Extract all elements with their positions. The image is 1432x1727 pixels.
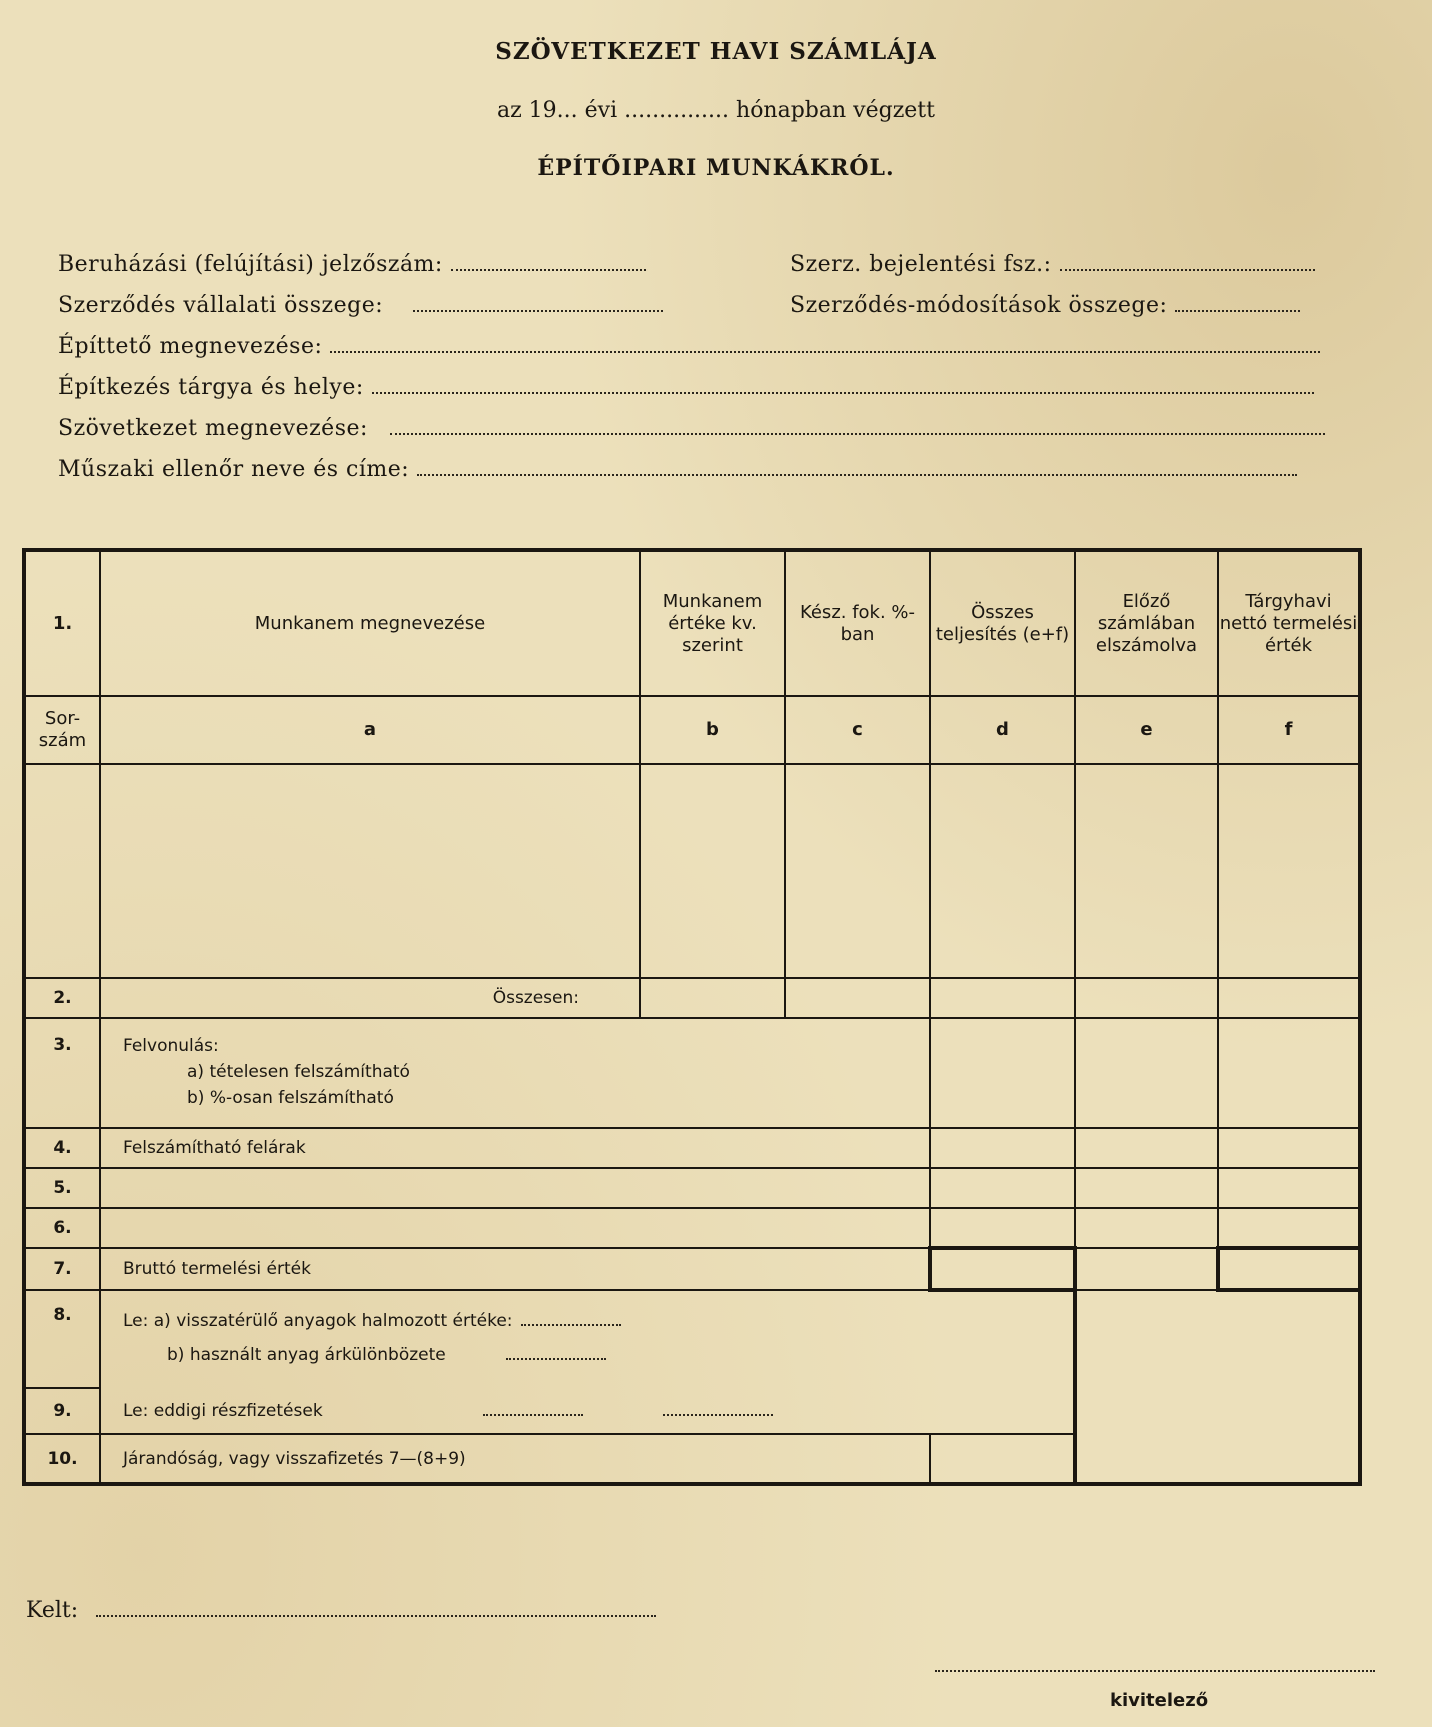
row-5 [24, 1168, 1360, 1208]
row-8-b-line [123, 1338, 1073, 1372]
field-epitkezes-blank[interactable] [372, 392, 1314, 394]
header-col-d: Összes teljesítés (e+f) [930, 550, 1075, 696]
row-4 [24, 1128, 1360, 1168]
row-2-b[interactable] [640, 978, 785, 1018]
row-4-num: 4. [24, 1128, 100, 1168]
header-col-b: Munkanem értéke kv. szerint [640, 550, 785, 696]
entry-row [24, 764, 1360, 978]
signature-label: kivitelező [1110, 1690, 1209, 1711]
row-7-num: 7. [24, 1248, 100, 1290]
row-2-num: 2. [24, 978, 100, 1018]
entry-cell-b[interactable] [640, 764, 785, 978]
row-6-label[interactable] [100, 1208, 930, 1248]
field-epitkezes-label: Építkezés tárgya és helye: [58, 375, 364, 400]
row-8-b-blank[interactable] [506, 1358, 606, 1360]
kelt-field [26, 1598, 656, 1623]
row-7-d[interactable] [930, 1248, 1075, 1290]
field-beruhazasi-label: Beruházási (felújítási) jelzőszám: [58, 252, 443, 277]
header-col-a: Munkanem megnevezése [100, 550, 640, 696]
field-szovetkezet [58, 416, 1325, 441]
field-muszaki [58, 457, 1297, 482]
row-6 [24, 1208, 1360, 1248]
row-5-num: 5. [24, 1168, 100, 1208]
row-6-d[interactable] [930, 1208, 1075, 1248]
field-szovetkezet-blank[interactable] [390, 433, 1325, 435]
letter-c: c [785, 696, 930, 764]
field-szovetkezet-label: Szövetkezet megnevezése: [58, 416, 368, 441]
row-7-e[interactable] [1075, 1248, 1218, 1290]
entry-cell-f[interactable] [1218, 764, 1360, 978]
document-subtitle: az 19... évi ............... hónapban végzett [496, 98, 935, 123]
field-szerzodes-mod-label: Szerződés-módosítások összege: [790, 293, 1168, 318]
field-szerzodes-mod-blank[interactable] [1175, 310, 1300, 312]
row-8-num: 8. [24, 1290, 100, 1388]
entry-cell-d[interactable] [930, 764, 1075, 978]
field-szerzodes-mod [790, 293, 1300, 318]
header-col-e: Előző számlában elszámolva [1075, 550, 1218, 696]
letter-a: a [100, 696, 640, 764]
row-8-a: Le: a) visszatérülő anyagok halmozott értéke: [123, 1311, 513, 1331]
row-2-d[interactable] [930, 978, 1075, 1018]
row-7 [24, 1248, 1360, 1290]
field-epitteto-blank[interactable] [330, 351, 1320, 353]
row-4-d[interactable] [930, 1128, 1075, 1168]
row-3-a: a) tételesen felszámítható [187, 1062, 410, 1082]
row-7-label: Bruttó termelési érték [100, 1248, 930, 1290]
row-4-e[interactable] [1075, 1128, 1218, 1168]
row-9-num: 9. [24, 1388, 100, 1434]
row-9-blank-2[interactable] [663, 1414, 773, 1416]
row-6-f[interactable] [1218, 1208, 1360, 1248]
empty-corner [1075, 1290, 1360, 1484]
row-4-f[interactable] [1218, 1128, 1360, 1168]
field-epitteto-label: Építtető megnevezése: [58, 334, 323, 359]
header-col-1: 1. [24, 550, 100, 696]
row-9-label: Le: eddigi részfizetések [123, 1400, 323, 1421]
header-col-f: Tárgyhavi nettó termelési érték [1218, 550, 1360, 696]
letter-b: b [640, 696, 785, 764]
row-6-num: 6. [24, 1208, 100, 1248]
row-7-f[interactable] [1218, 1248, 1360, 1290]
row-10-label: Járandóság, vagy visszafizetés 7—(8+9) [100, 1434, 930, 1484]
invoice-table [22, 548, 1362, 1486]
entry-cell-c[interactable] [785, 764, 930, 978]
row-5-e[interactable] [1075, 1168, 1218, 1208]
header-row [24, 550, 1360, 696]
header-col-c: Kész. fok. %-ban [785, 550, 930, 696]
field-szerz-bejel-blank[interactable] [1060, 269, 1315, 271]
document-title-2: ÉPÍTŐIPARI MUNKÁKRÓL. [537, 155, 895, 181]
entry-cell-e[interactable] [1075, 764, 1218, 978]
entry-cell-num[interactable] [24, 764, 100, 978]
letter-f: f [1218, 696, 1360, 764]
row-8-b: b) használt anyag árkülönbözete [167, 1345, 446, 1365]
letter-sorszam: Sor-szám [24, 696, 100, 764]
field-szerz-bejel-label: Szerz. bejelentési fsz.: [790, 252, 1052, 277]
field-szerzodes-osszeg-blank[interactable] [413, 310, 663, 312]
row-3-num: 3. [24, 1018, 100, 1128]
row-2-e[interactable] [1075, 978, 1218, 1018]
row-6-e[interactable] [1075, 1208, 1218, 1248]
field-szerzodes-osszeg-label: Szerződés vállalati összege: [58, 293, 384, 318]
row-3-e[interactable] [1075, 1018, 1218, 1128]
row-3-f[interactable] [1218, 1018, 1360, 1128]
row-10-d[interactable] [930, 1434, 1075, 1484]
row-3-b: b) %-osan felszámítható [187, 1088, 394, 1108]
letters-row [24, 696, 1360, 764]
letter-d: d [930, 696, 1075, 764]
row-2 [24, 978, 1360, 1018]
field-epitkezes [58, 375, 1314, 400]
row-9-blank-1[interactable] [483, 1414, 583, 1416]
letter-e: e [1075, 696, 1218, 764]
signature-line[interactable] [935, 1670, 1375, 1672]
field-muszaki-blank[interactable] [417, 474, 1297, 476]
kelt-label: Kelt: [26, 1598, 79, 1623]
row-5-f[interactable] [1218, 1168, 1360, 1208]
row-5-label[interactable] [100, 1168, 930, 1208]
row-2-c[interactable] [785, 978, 930, 1018]
row-2-label: Összesen: [100, 978, 640, 1018]
row-3 [24, 1018, 1360, 1128]
document-title: SZÖVETKEZET HAVI SZÁMLÁJA [495, 38, 937, 65]
row-10-num: 10. [24, 1434, 100, 1484]
row-8-a-blank[interactable] [521, 1324, 621, 1326]
row-5-d[interactable] [930, 1168, 1075, 1208]
row-8-label-cell [100, 1290, 1075, 1388]
row-8-a-line [123, 1304, 1073, 1338]
row-2-f[interactable] [1218, 978, 1360, 1018]
field-muszaki-label: Műszaki ellenőr neve és címe: [58, 457, 410, 482]
field-beruhazasi [58, 252, 646, 277]
row-3-d[interactable] [930, 1018, 1075, 1128]
field-szerzodes-osszeg [58, 293, 663, 318]
row-4-label: Felszámítható felárak [100, 1128, 930, 1168]
kelt-blank[interactable] [96, 1615, 656, 1617]
row-8 [24, 1290, 1360, 1388]
field-szerz-bejel [790, 252, 1315, 277]
entry-cell-a[interactable] [100, 764, 640, 978]
row-3-label-cell [100, 1018, 930, 1128]
row-9-label-cell [100, 1388, 1075, 1434]
row-3-label: Felvonulás: [123, 1036, 219, 1056]
field-epitteto [58, 334, 1320, 359]
field-beruhazasi-blank[interactable] [451, 269, 646, 271]
